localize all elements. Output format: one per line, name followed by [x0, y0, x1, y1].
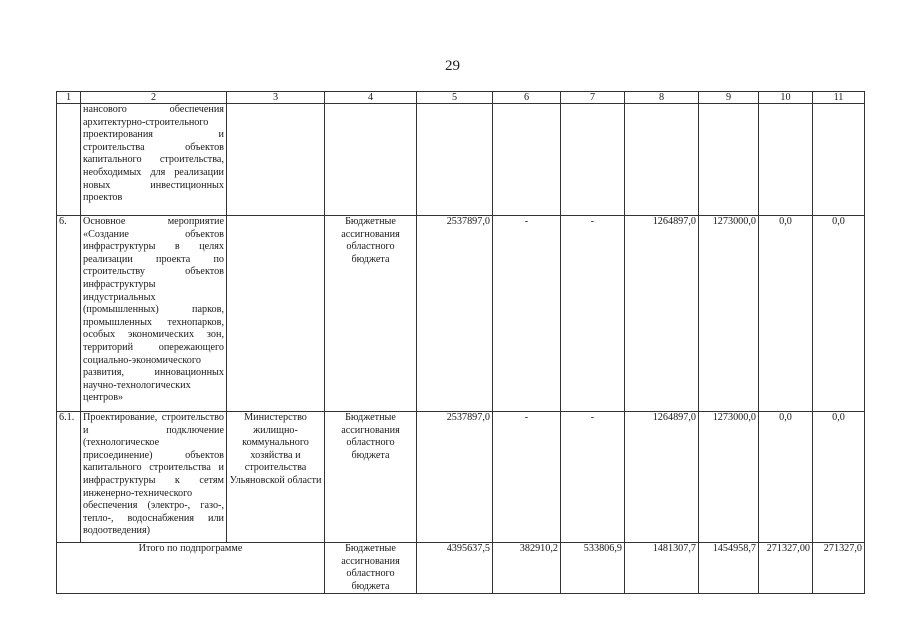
budget-table: [56, 91, 865, 594]
amount-year: [813, 104, 865, 216]
amount-year: 1273000,0: [699, 216, 759, 412]
amount-year: [699, 104, 759, 216]
column-number: 5: [417, 92, 493, 104]
amount-year: [561, 104, 625, 216]
funding-source: [325, 104, 417, 216]
column-number: 8: [625, 92, 699, 104]
row-number: 6.: [57, 216, 81, 412]
table-row: [57, 104, 865, 216]
column-number: 2: [81, 92, 227, 104]
amount-year: 1481307,7: [625, 543, 699, 594]
amount-year: 533806,9: [561, 543, 625, 594]
amount-year: [493, 104, 561, 216]
amount-year: 271327,0: [813, 543, 865, 594]
total-row: [57, 543, 865, 594]
column-number: 6: [493, 92, 561, 104]
column-number-row: [57, 92, 865, 104]
amount-year: -: [561, 412, 625, 543]
funding-source: Бюджетные ассигнования областного бюджета: [325, 216, 417, 412]
column-number: 10: [759, 92, 813, 104]
executor: Министерство жилищно-коммунального хозяйства и строительства Ульяновской области: [227, 412, 325, 543]
row-number: 6.1.: [57, 412, 81, 543]
amount-year: -: [493, 412, 561, 543]
table-row: [57, 216, 865, 412]
amount-year: 0,0: [813, 412, 865, 543]
amount-total: 2537897,0: [417, 412, 493, 543]
amount-year: 0,0: [759, 412, 813, 543]
amount-year: 0,0: [759, 216, 813, 412]
activity-name: Основное мероприятие «Создание объектов инфраструктуры в целях реализации проекта по строительству объектов инфраструктуры индустриальных (промышленных) парков, промышленных технопарков, особых экономических зон, территорий опережающего социально-экономического развития, инновационных научно-технологических центров»: [81, 216, 227, 412]
column-number: 11: [813, 92, 865, 104]
column-number: 1: [57, 92, 81, 104]
column-number: 7: [561, 92, 625, 104]
amount-year: 1264897,0: [625, 412, 699, 543]
amount-year: 271327,00: [759, 543, 813, 594]
activity-name: Проектирование, строительство и подключение (технологическое присоединение) объектов капитального строительства и инфраструктуры к сетям инженерно-технического обеспечения (электро-, газо-, тепло-, водоснабжения или водоотведения): [81, 412, 227, 543]
row-number: [57, 104, 81, 216]
executor: [227, 104, 325, 216]
amount-year: 1264897,0: [625, 216, 699, 412]
column-number: 4: [325, 92, 417, 104]
amount-year: [625, 104, 699, 216]
table-row: [57, 412, 865, 543]
activity-name: нансового обеспечения архитектурно-строительного проектирования и строительства объектов капитального строительства, необходимых для реализации новых инвестиционных проектов: [81, 104, 227, 216]
amount-total: [417, 104, 493, 216]
executor: [227, 216, 325, 412]
funding-source: Бюджетные ассигнования областного бюджета: [325, 543, 417, 594]
page-number: 29: [445, 58, 460, 74]
amount-year: 0,0: [813, 216, 865, 412]
amount-year: 1273000,0: [699, 412, 759, 543]
amount-total: 4395637,5: [417, 543, 493, 594]
total-label: Итого по подпрограмме: [57, 543, 325, 594]
column-number: 9: [699, 92, 759, 104]
column-number: 3: [227, 92, 325, 104]
funding-source: Бюджетные ассигнования областного бюджета: [325, 412, 417, 543]
amount-year: [759, 104, 813, 216]
amount-year: -: [493, 216, 561, 412]
amount-year: -: [561, 216, 625, 412]
amount-year: 1454958,7: [699, 543, 759, 594]
amount-year: 382910,2: [493, 543, 561, 594]
amount-total: 2537897,0: [417, 216, 493, 412]
